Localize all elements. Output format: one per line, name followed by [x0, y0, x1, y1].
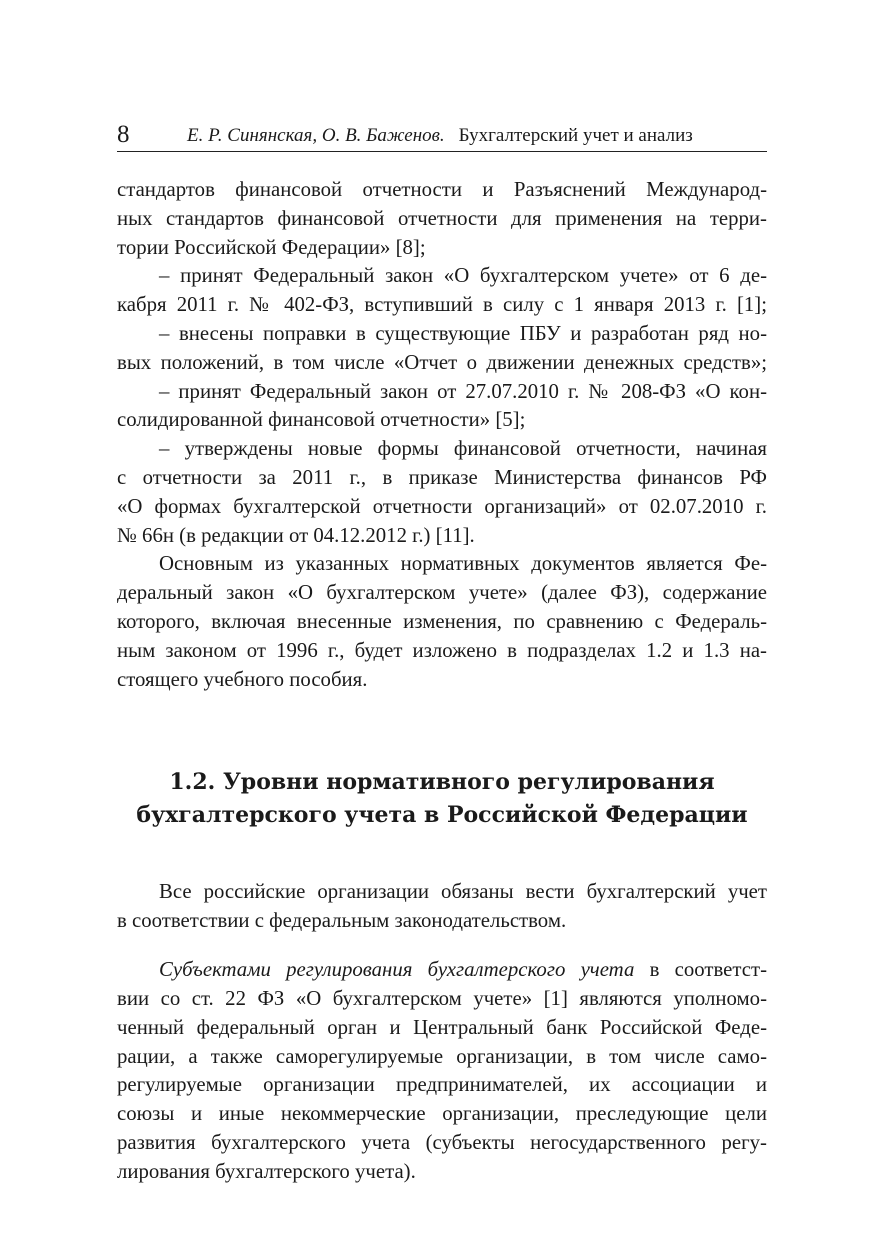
text-line: – принят Федеральный закон «О бухгалтерском учете» от 6 де-: [159, 264, 767, 288]
text-line: лирования бухгалтерского учета).: [117, 1159, 416, 1183]
list-item: [117, 320, 767, 378]
text-line: союзы и иные некоммерческие организации, преследующие цели: [117, 1102, 767, 1126]
section-heading-line: 1.2. Уровни нормативного регулирования: [169, 769, 715, 795]
text-line: в соответствии с федеральным законодательством.: [117, 908, 567, 932]
paragraph: [117, 878, 767, 936]
running-header-book-title: Бухгалтерский учет и анализ: [458, 125, 693, 146]
text-line: № 66н (в редакции от 04.12.2012 г.) [11].: [117, 523, 475, 547]
text-line: вии со ст. 22 ФЗ «О бухгалтерском учете» [1] являются уполномо-: [117, 986, 767, 1010]
italic-term: Субъектами регулирования бухгалтерского учета: [159, 958, 635, 982]
text-line: стандартов финансовой отчетности и Разъяснений Международ-: [117, 178, 767, 201]
text-line: ченный федеральный орган и Центральный банк Российской Феде-: [117, 1015, 767, 1039]
text-line: Основным из указанных нормативных документов является Фе-: [159, 552, 767, 576]
list-item: [117, 435, 767, 550]
text-line: Все российские организации обязаны вести бухгалтерский учет: [159, 879, 767, 903]
text-line: – внесены поправки в существующие ПБУ и разработан ряд но-: [159, 321, 767, 345]
running-header-authors: Е. Р. Синянская, О. В. Баженов.: [187, 125, 445, 146]
text-line: тории Российской Федерации» [8];: [117, 235, 426, 259]
text-line: – утверждены новые формы финансовой отчетности, начиная: [159, 437, 767, 461]
running-header: [117, 122, 767, 152]
text-line: регулируемые организации предпринимателей, их ассоциации и: [117, 1073, 767, 1097]
list-item: [117, 262, 767, 320]
text-line: с отчетности за 2011 г., в приказе Министерства финансов РФ: [117, 465, 767, 489]
list-item: [117, 378, 767, 436]
text-line: кабря 2011 г. № 402-ФЗ, вступивший в силу с 1 января 2013 г. [1];: [117, 293, 767, 317]
text-line: вых положений, в том числе «Отчет о движении денежных средств»;: [117, 350, 767, 374]
text-line: деральный закон «О бухгалтерском учете» (далее ФЗ), содержание: [117, 581, 767, 605]
text-line: ным законом от 1996 г., будет изложено в подразделах 1.2 и 1.3 на-: [117, 638, 767, 662]
text-line: развития бухгалтерского учета (субъекты негосударственного регу-: [117, 1130, 767, 1154]
section-heading-line: бухгалтерского учета в Российской Федерации: [136, 802, 748, 828]
section-heading: [117, 766, 767, 832]
text-line: – принят Федеральный закон от 27.07.2010 г. № 208-ФЗ «О кон-: [159, 379, 767, 403]
section-body-text: [117, 857, 767, 1207]
page-number: 8: [117, 121, 130, 148]
body-text: [117, 176, 767, 694]
text-line: солидированной финансовой отчетности» [5];: [117, 408, 526, 432]
text-line: рации, а также саморегулируемые организации, в том числе само-: [117, 1044, 767, 1068]
text-line: которого, включая внесенные изменения, по сравнению с Федераль-: [117, 609, 767, 633]
text-line: [117, 956, 767, 985]
paragraph-continuation: [117, 176, 767, 262]
paragraph: [117, 956, 767, 1186]
paragraph: [117, 550, 767, 694]
text-line: стоящего учебного пособия.: [117, 667, 368, 691]
text-line: ных стандартов финансовой отчетности для применения на терри-: [117, 206, 767, 230]
text-line: «О формах бухгалтерской отчетности организаций» от 02.07.2010 г.: [117, 494, 767, 518]
text-fragment: в соответст-: [634, 958, 767, 982]
